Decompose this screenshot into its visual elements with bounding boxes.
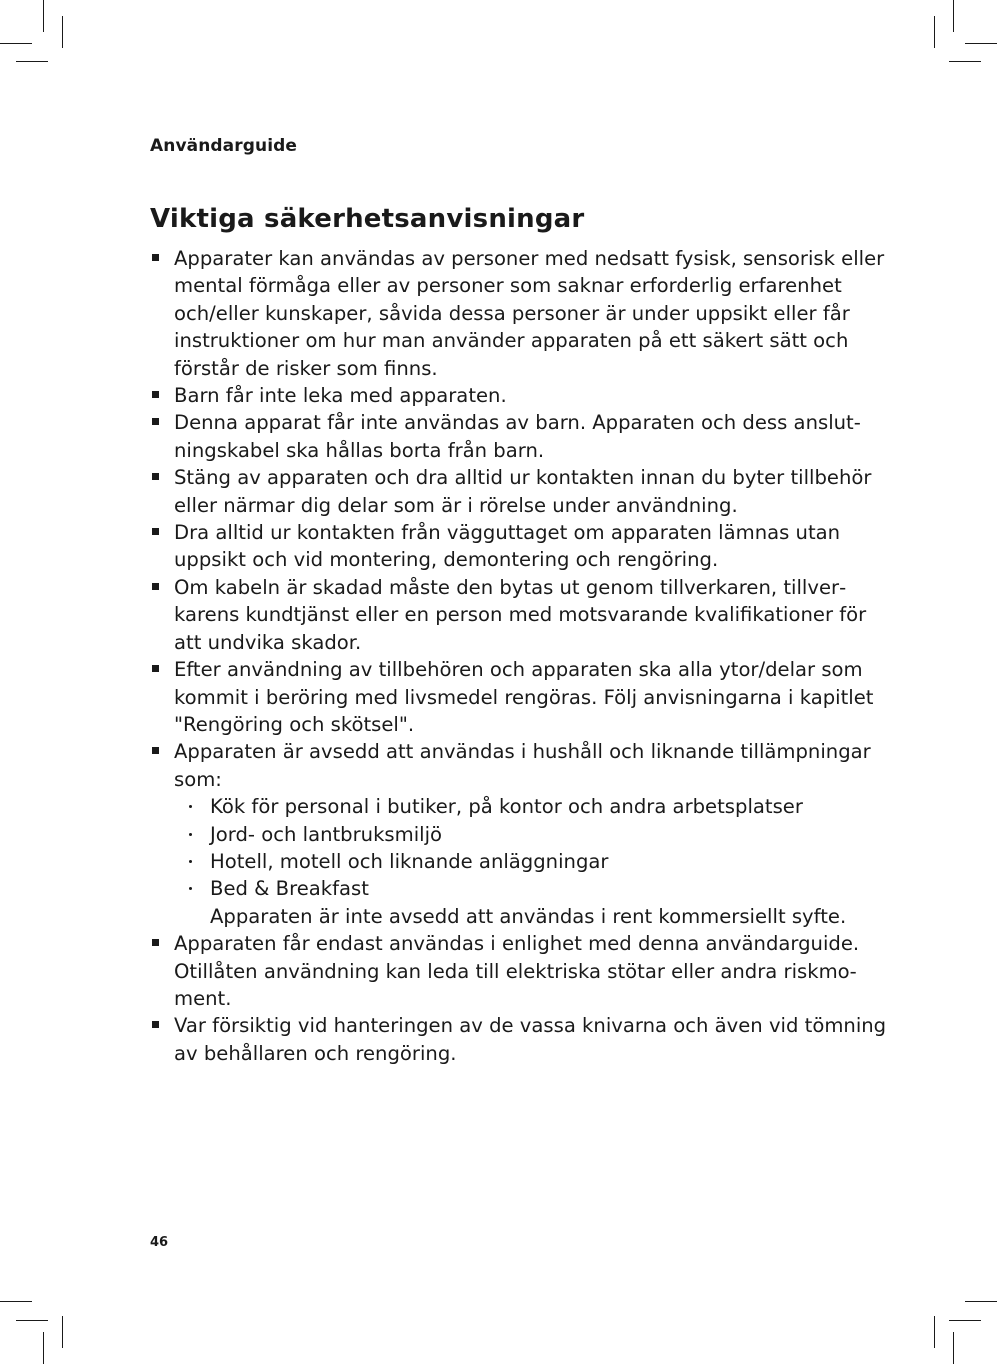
- crop-mark: [16, 61, 48, 62]
- list-item-text: Om kabeln är skadad måste den bytas ut genom tillverkaren, tillverkarens kundtjänst eller en person med motsvarande kvalifikationer för att undvika skador.: [174, 575, 867, 654]
- square-bullet-icon: [152, 418, 159, 425]
- dot-bullet-icon: [189, 887, 192, 890]
- crop-mark: [949, 61, 981, 62]
- list-item: [150, 464, 895, 519]
- dot-bullet-icon: [189, 805, 192, 808]
- crop-mark: [949, 1320, 981, 1321]
- crop-mark: [0, 1301, 32, 1302]
- page-number: 46: [150, 1235, 169, 1250]
- crop-mark: [62, 1316, 63, 1348]
- dot-bullet-icon: [189, 860, 192, 863]
- square-bullet-icon: [152, 391, 159, 398]
- list-item: [150, 930, 895, 1012]
- crop-mark: [62, 16, 63, 48]
- crop-mark: [43, 1332, 44, 1364]
- sub-list-item-text: Kök för personal i butiker, på kontor och andra arbetsplatser: [210, 795, 803, 819]
- square-bullet-icon: [152, 939, 159, 946]
- bullet-list: [150, 245, 895, 1067]
- sub-list-item-text: Hotell, motell och liknande anläggningar: [210, 849, 609, 873]
- square-bullet-icon: [152, 254, 159, 261]
- sub-list-item: [174, 848, 895, 875]
- square-bullet-icon: [152, 528, 159, 535]
- square-bullet-icon: [152, 583, 159, 590]
- crop-mark: [16, 1320, 48, 1321]
- crop-mark: [934, 16, 935, 48]
- crop-mark: [965, 1301, 997, 1302]
- square-bullet-icon: [152, 473, 159, 480]
- commercial-use-note: Apparaten är inte avsedd att användas i rent kommersiellt syfte.: [210, 904, 847, 928]
- page-title: Viktiga säkerhetsanvisningar: [150, 204, 585, 234]
- list-item: [150, 409, 895, 464]
- sub-list-item-text: Jord- och lantbruksmiljö: [210, 822, 443, 846]
- sub-list-item: [174, 821, 895, 848]
- running-head: Användarguide: [150, 136, 298, 156]
- list-item-text: Var försiktig vid hanteringen av de vassa knivarna och även vid tömning av behållaren och rengöring.: [174, 1014, 887, 1065]
- sub-list-item: [174, 793, 895, 820]
- dot-bullet-icon: [189, 833, 192, 836]
- list-item: [150, 1012, 895, 1067]
- sub-list: [174, 793, 895, 903]
- crop-mark: [43, 0, 44, 32]
- square-bullet-icon: [152, 665, 159, 672]
- list-item-text: Dra alltid ur kontakten från vägguttaget om apparaten lämnas utan uppsikt och vid montering, demontering och rengöring.: [174, 521, 841, 572]
- list-item-text: Apparaten är avsedd att användas i hushåll och liknande tillämpningar som:: [174, 740, 871, 791]
- square-bullet-icon: [152, 747, 159, 754]
- crop-mark: [0, 43, 32, 44]
- list-item-text: Stäng av apparaten och dra alltid ur kontakten innan du byter tillbehör eller närmar dig delar som är i rörelse under användning.: [174, 466, 872, 517]
- list-item: [150, 656, 895, 738]
- crop-mark: [934, 1316, 935, 1348]
- list-item: [150, 382, 895, 409]
- list-item-text: Apparaten får endast användas i enlighet med denna användarguide. Otillåten användning kan leda till elektriska stötar eller andra riskmoment.: [174, 932, 860, 1010]
- sub-list-item: [174, 875, 895, 902]
- list-item: [150, 245, 895, 382]
- list-item: [150, 519, 895, 574]
- list-item-text: Apparater kan användas av personer med nedsatt fysisk, sensorisk eller mental förmåga eller av personer som saknar erforderlig erfarenhet och/eller kunskaper, såvida dessa personer är under uppsikt eller får instruktioner om hur man använder apparaten på ett säkert sätt och förstår de risker som finns.: [174, 247, 885, 380]
- list-item-text: Barn får inte leka med apparaten.: [174, 384, 507, 408]
- list-item: [150, 574, 895, 656]
- crop-mark: [953, 0, 954, 32]
- square-bullet-icon: [152, 1021, 159, 1028]
- list-item-text: Efter användning av tillbehören och apparaten ska alla ytor/delar som kommit i beröring med livsmedel rengöras. Följ anvisningarna i kapitlet "Rengöring och skötsel".: [174, 658, 874, 736]
- crop-mark: [953, 1332, 954, 1364]
- list-item-text: Denna apparat får inte användas av barn. Apparaten och dess anslutningskabel ska hållas borta från barn.: [174, 411, 861, 462]
- list-item: [150, 738, 895, 930]
- sub-list-item-text: Bed & Breakfast: [210, 877, 369, 901]
- crop-mark: [965, 43, 997, 44]
- safety-instructions: [150, 245, 895, 1067]
